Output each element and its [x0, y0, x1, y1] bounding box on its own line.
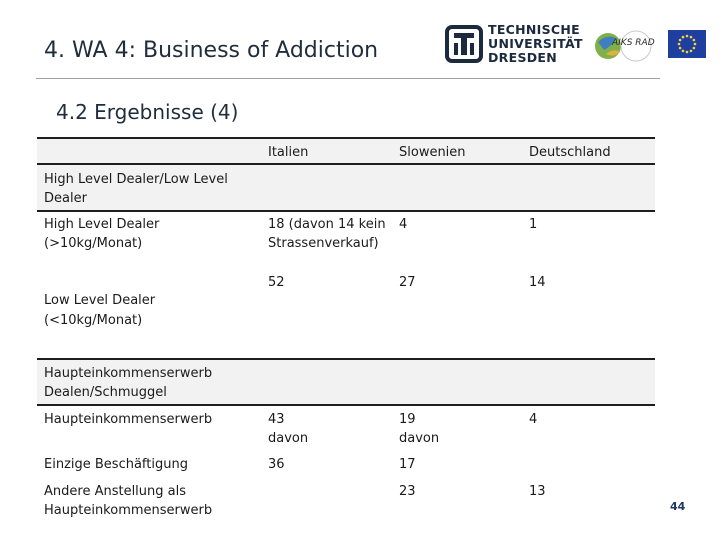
table-row-label: High Level Dealer/Low Level	[44, 172, 228, 187]
table-cell: 17	[399, 457, 416, 472]
table-cell: 27	[399, 275, 416, 290]
page-number: 44	[670, 500, 686, 513]
tu-logo-line-3: DRESDEN	[488, 50, 558, 65]
table-row-label: Haupteinkommenserwerb	[44, 366, 213, 381]
column-header-deutschland: Deutschland	[529, 145, 611, 160]
tu-dresden-emblem-icon	[444, 24, 484, 64]
table-cell: Strassenverkauf)	[268, 236, 379, 251]
table-cell: 14	[529, 275, 546, 290]
table-row-label: Haupteinkommenserwerb	[44, 503, 213, 518]
table-top-rule	[37, 137, 655, 139]
table-row-label: Haupteinkommenserwerb	[44, 412, 213, 427]
table-cell: 43	[268, 412, 285, 427]
table-cell: davon	[399, 431, 440, 446]
partner-logo-text: AIKS RAD	[612, 38, 655, 48]
column-header-italien: Italien	[268, 145, 309, 160]
table-row-label: (<10kg/Monat)	[44, 313, 143, 328]
table-cell: 1	[529, 217, 538, 232]
tu-dresden-logo	[444, 22, 588, 66]
partner-logo	[592, 24, 656, 68]
table-cell: 4	[529, 412, 538, 427]
table-cell: 19	[399, 412, 416, 427]
table-row-label: Dealen/Schmuggel	[44, 385, 167, 400]
tu-logo-line-1: TECHNISCHE	[488, 22, 580, 37]
title-divider	[36, 78, 660, 79]
table-cell: 23	[399, 484, 416, 499]
section-rule-income	[37, 404, 655, 406]
table-row-label: Einzige Beschäftigung	[44, 457, 188, 472]
slide-subtitle: 4.2 Ergebnisse (4)	[56, 100, 239, 124]
table-cell: 18 (davon 14 kein	[268, 217, 386, 232]
table-cell: 52	[268, 275, 285, 290]
table-row-label: Andere Anstellung als	[44, 484, 187, 499]
table-row-label: (>10kg/Monat)	[44, 236, 143, 251]
column-header-slowenien: Slowenien	[399, 145, 466, 160]
table-cell: 13	[529, 484, 546, 499]
slide-title: 4. WA 4: Business of Addiction	[44, 38, 379, 63]
tu-logo-line-2: UNIVERSITÄT	[488, 36, 583, 51]
table-cell: davon	[268, 431, 309, 446]
table-row-label: Dealer	[44, 191, 87, 206]
table-row-label: Low Level Dealer	[44, 293, 156, 308]
table-row-label: High Level Dealer	[44, 217, 160, 232]
table-cell: 36	[268, 457, 285, 472]
table-cell: 4	[399, 217, 408, 232]
eu-flag	[668, 30, 706, 58]
eu-flag-icon	[668, 30, 706, 58]
section-rule-dealer	[37, 210, 655, 212]
